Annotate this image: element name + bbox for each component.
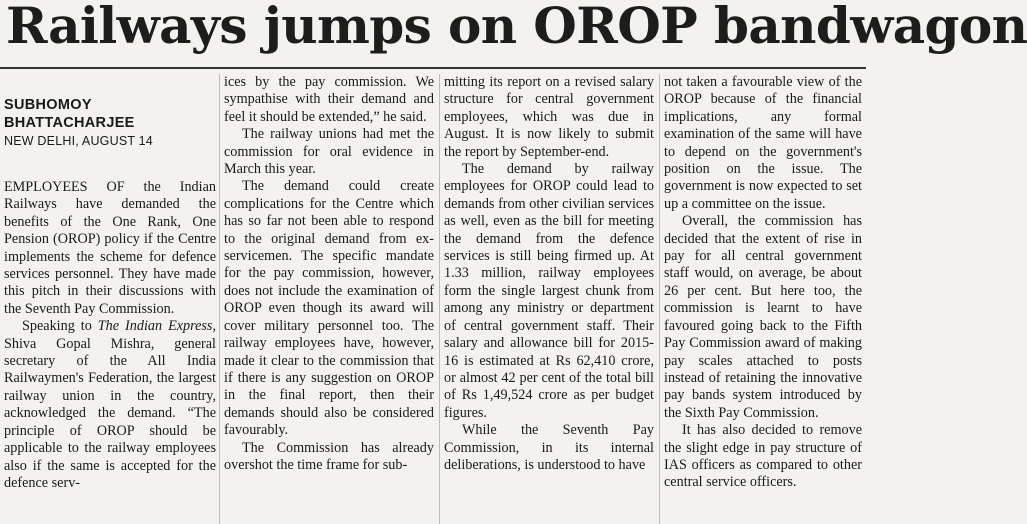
author-first-name: SUBHOMOY: [4, 97, 92, 113]
paragraph: While the Seventh Pay Commission, in its internal deliberations, is understood to have: [444, 422, 654, 473]
text-run: , Shiva Gopal Mishra, general secretary of the All India Railwaymen's Federation, the largest railway union in the country, acknowledged the demand. “The principle of OROP should be applicable to the railway employees also if the same is accepted for the defence serv-: [4, 318, 217, 491]
paragraph: The Commission has already overshot the time frame for sub-: [224, 439, 434, 473]
column-divider: [659, 74, 660, 524]
text-run: Speaking to: [22, 318, 98, 335]
paragraph-continued: not taken a favourable view of the OROP because of the financial implications, any formal examination of the same will have to depend on the government's position on the issue. The government is now expected to set up a committee on the issue.: [664, 74, 862, 212]
paragraph-continued: mitting its report on a revised salary structure for central government employees, which was due in August. It is now likely to submit the report by September-end.: [444, 74, 654, 160]
author-name: [4, 96, 216, 132]
paragraph-continued: ices by the pay commission. We sympathise with their demand and feel it should be extended,” he said.: [224, 74, 434, 125]
paragraph: The demand by railway employees for OROP could lead to demands from other civilian services as well, even as the bill for meeting the demand from the defence services is still being firmed up. At 1.33 million, railway employees form the single largest chunk from among any ministry or department of central government staff. Their salary and allowance bill for 2015-16 is estimated at Rs 62,410 crore, or almost 42 per cent of the total bill of Rs 1,49,524 crore as per budget figures.: [444, 161, 654, 421]
paragraph-quote: [4, 318, 216, 492]
article-column-3: [444, 74, 654, 524]
headline: Railways jumps on OROP bandwagon: [6, 0, 1027, 55]
paragraph: The demand could create complications for the Centre which has so far not been able to respond to the original demand from ex-servicemen. The specific mandate for the pay commission, however, does not include the examination of OROP even though its award will cover military personnel too. The railway employees have, however, made it clear to the commission that if there is any suggestion on OROP in the final report, then their demands should also be considered favourably.: [224, 178, 434, 439]
article-column-2: [224, 74, 434, 524]
paragraph: The railway unions had met the commission for oral evidence in March this year.: [224, 126, 434, 178]
paragraph: Overall, the commission has decided that the extent of rise in pay for all central government staff would, on average, be about 26 per cent. But here too, the commission is learnt to have favoured going back to the Fifth Pay Commission award of making pay scales attached to posts instead of retaining the innovative pay bands system introduced by the Sixth Pay Commission.: [664, 213, 862, 421]
article-column-4: [664, 74, 862, 524]
article-column-1: [4, 74, 216, 524]
column-divider: [439, 74, 440, 524]
author-last-name: BHATTACHARJEE: [4, 115, 135, 131]
publication-name: The Indian Express: [97, 318, 213, 335]
column-divider: [219, 74, 220, 524]
byline: [4, 96, 216, 149]
dateline: NEW DELHI, AUGUST 14: [4, 134, 153, 148]
paragraph: It has also decided to remove the slight edge in pay structure of IAS officers as compared to other central service officers.: [664, 422, 862, 491]
headline-rule: [0, 67, 866, 69]
paragraph-lede: EMPLOYEES OF the Indian Railways have demanded the benefits of the One Rank, One Pension (OROP) policy if the Centre implements the scheme for defence services personnel. They have made this pitch in their discussions with the Seventh Pay Commission.: [4, 179, 216, 317]
